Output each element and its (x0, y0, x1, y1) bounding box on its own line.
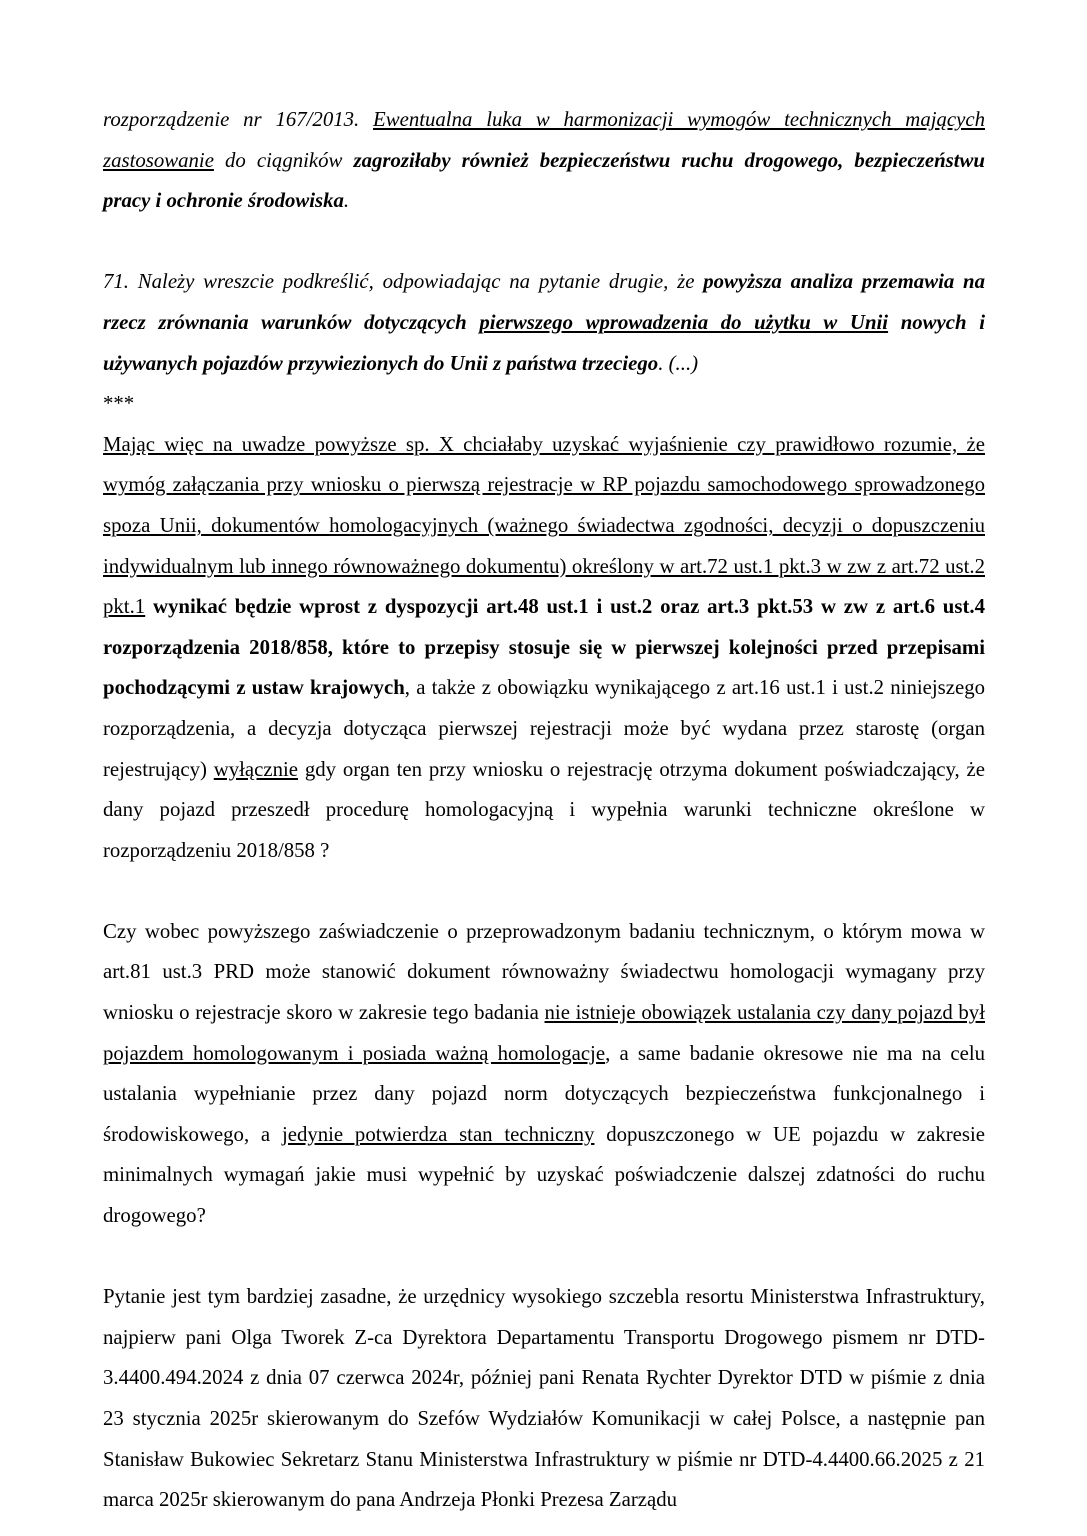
paragraph-question-one (103, 425, 985, 872)
text-run: jedynie potwierdza stan techniczny (281, 1122, 595, 1146)
paragraph-regulation-167-2013 (103, 100, 985, 222)
document-body (103, 100, 985, 1521)
paragraph-point-71 (103, 262, 985, 384)
text-run: gdy organ ten przy wniosku o rejestrację otrzyma dokument poświadczający, że dany pojazd przeszedł procedurę homologacyjną i wypełnia warunki techniczne określone w rozporządzeniu 2018/858 ? (103, 757, 985, 862)
paragraph-question-two (103, 912, 985, 1237)
text-run: rozporządzenie nr 167/2013. (103, 108, 374, 131)
text-run: zagroziłaby również bezpieczeństwu ruchu drogowego, bezpieczeństwu pracy i ochronie środowiska (103, 148, 985, 213)
paragraph-ministry-officials (103, 1277, 985, 1521)
text-run: Pytanie jest tym bardziej zasadne, że urzędnicy wysokiego szczebla resortu Ministerstwa Infrastruktury, najpierw pani Olga Tworek Z-ca Dyrektora Departamentu Transportu Drogowego pismem nr DTD-3.4400.494.2024 z dnia 07 czerwca 2024r, później pani Renata Rychter Dyrektor DTD w piśmie z dnia 23 stycznia 2025r skierowanym do Szefów Wydziałów Komunikacji w całej Polsce, a następnie pan Stanisław Bukowiec Sekretarz Stanu Ministerstwa Infrastruktury w piśmie nr DTD-4.4400.66.2025 z 21 marca 2025r skierowanym do pana Andrzeja Płonki Prezesa Zarządu (103, 1285, 985, 1512)
text-run: . (...) (658, 351, 699, 375)
text-run: Czy wobec powyższego zaświadczenie o przeprowadzonym badaniu technicznym, o którym mowa w art.81 ust.3 PRD może stanowić dokument równoważny świadectwu homologacji wymagany przy wniosku o rejestracje skoro w zakresie tego badania (103, 919, 985, 1025)
text-run: . (343, 189, 350, 213)
text-run: *** (103, 392, 135, 416)
text-run: wynikać będzie wprost z dyspozycji art.48 ust.1 i ust.2 oraz art.3 pkt.53 w zw z art.6 ust.4 rozporządzenia 2018/858, które to przepisy stosuje się w pierwszej kolejności przed przepisami pochodzącymi z ustaw krajowych (103, 595, 985, 700)
text-run: , a także z obowiązku wynikającego z art.16 ust.1 i ust.2 niniejszego rozporządzenia, a decyzja dotycząca pierwszej rejestracji może być wydana przez starostę (organ rejestrujący) (103, 676, 985, 781)
text-run: 71. Należy wreszcie podkreślić, odpowiadając na pytanie drugie, że (103, 270, 704, 294)
text-run: Mając więc na uwadze powyższe sp. X chciałaby uzyskać wyjaśnienie czy prawidłowo rozumie, że wymóg załączania przy wniosku o pierwszą rejestracje w RP pojazdu samochodowego sprowadzonego spoza Unii, dokumentów homologacyjnych (ważnego świadectwa zgodności, decyzji o dopuszczeniu indywidualnym lub innego równoważnego dokumentu) określony w art.72 ust.1 pkt.3 w zw z art.72 ust.2 pkt.1 (103, 432, 985, 619)
text-run: dopuszczonego w UE pojazdu w zakresie minimalnych wymagań jakie musi wypełnić by uzyskać poświadczenie dalszej zdatności do ruchu drogowego? (103, 1122, 985, 1228)
text-run: pierwszego wprowadzenia do użytku w Unii (479, 310, 889, 334)
text-run: powyższa analiza przemawia na rzecz zrównania warunków dotyczących (103, 270, 985, 334)
text-run: Ewentualna luka w harmonizacji wymogów technicznych mających zastosowanie (103, 108, 985, 172)
text-run: wyłącznie (213, 757, 299, 781)
text-run: , a same badanie okresowe nie ma na celu ustalania wypełnianie przez dany pojazd norm dotyczących bezpieczeństwa funkcjonalnego i środowiskowego, a (103, 1041, 985, 1146)
text-run: nie istnieje obowiązek ustalania czy dany pojazd był pojazdem homologowanym i posiada ważną homologacje (103, 1001, 985, 1065)
text-run: do ciągników (213, 148, 354, 172)
text-run: nowych i używanych pojazdów przywiezionych do Unii z państwa trzeciego (103, 310, 985, 375)
paragraph-separator-asterisks (103, 384, 985, 425)
